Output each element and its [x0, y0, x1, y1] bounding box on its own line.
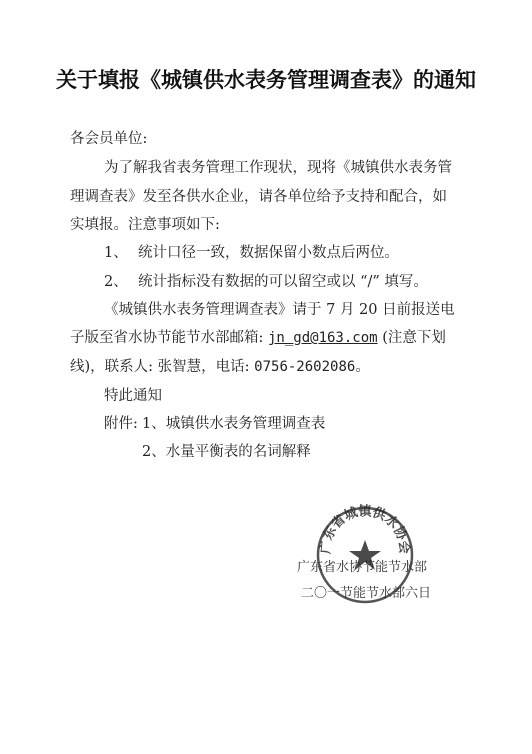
attachment-2: 2、水量平衡表的名词解释	[142, 444, 311, 460]
paragraph-1-line-2: 理调查表》发至各供水企业，请各单位给予支持和配合，如	[70, 189, 447, 205]
paragraph-2-line-2-prefix: 子版至省水协节能节水部邮箱:	[70, 330, 264, 346]
paragraph-2-line-1: 《城镇供水表务管理调查表》请于 7 月 20 日前报送电	[104, 302, 455, 318]
notice-text: 特此通知	[104, 388, 162, 404]
phone-number: 0756-2602086	[254, 359, 356, 375]
document-title: 关于填报《城镇供水表务管理调查表》的通知	[56, 67, 476, 92]
attachment-1: 1、城镇供水表务管理调查表	[142, 416, 326, 432]
signature-org: 广东省水协节能节水部	[297, 560, 428, 575]
item-1-text: 统计口径一致，数据保留小数点后两位。	[138, 245, 399, 261]
official-seal-stamp	[310, 500, 420, 610]
email-link[interactable]: jn_gd@163.com	[268, 330, 378, 346]
paragraph-1-line-1: 为了解我省表务管理工作现状，现将《城镇供水表务管	[104, 160, 452, 176]
seal-text: 广东省城镇供水协会	[318, 504, 412, 555]
paragraph-2-line-2	[70, 326, 446, 347]
paragraph-2-line-3	[70, 355, 370, 376]
signature-block	[285, 500, 445, 610]
item-2-number: 2、	[104, 274, 128, 290]
paragraph-2-line-3-suffix: 。	[355, 359, 370, 375]
paragraph-2-line-2-suffix: (注意下划	[382, 330, 446, 346]
item-2-text: 统计指标没有数据的可以留空或以 “/” 填写。	[138, 274, 428, 290]
paragraph-1-line-3: 实填报。注意事项如下:	[70, 217, 220, 233]
attachment-label: 附件:	[104, 416, 138, 432]
item-1-number: 1、	[104, 245, 128, 261]
salutation: 各会员单位:	[70, 131, 148, 147]
paragraph-2-line-3-prefix: 线)，联系人: 张智慧，电话:	[70, 359, 250, 375]
signature-date: 二〇一节能节水部六日	[301, 586, 432, 601]
